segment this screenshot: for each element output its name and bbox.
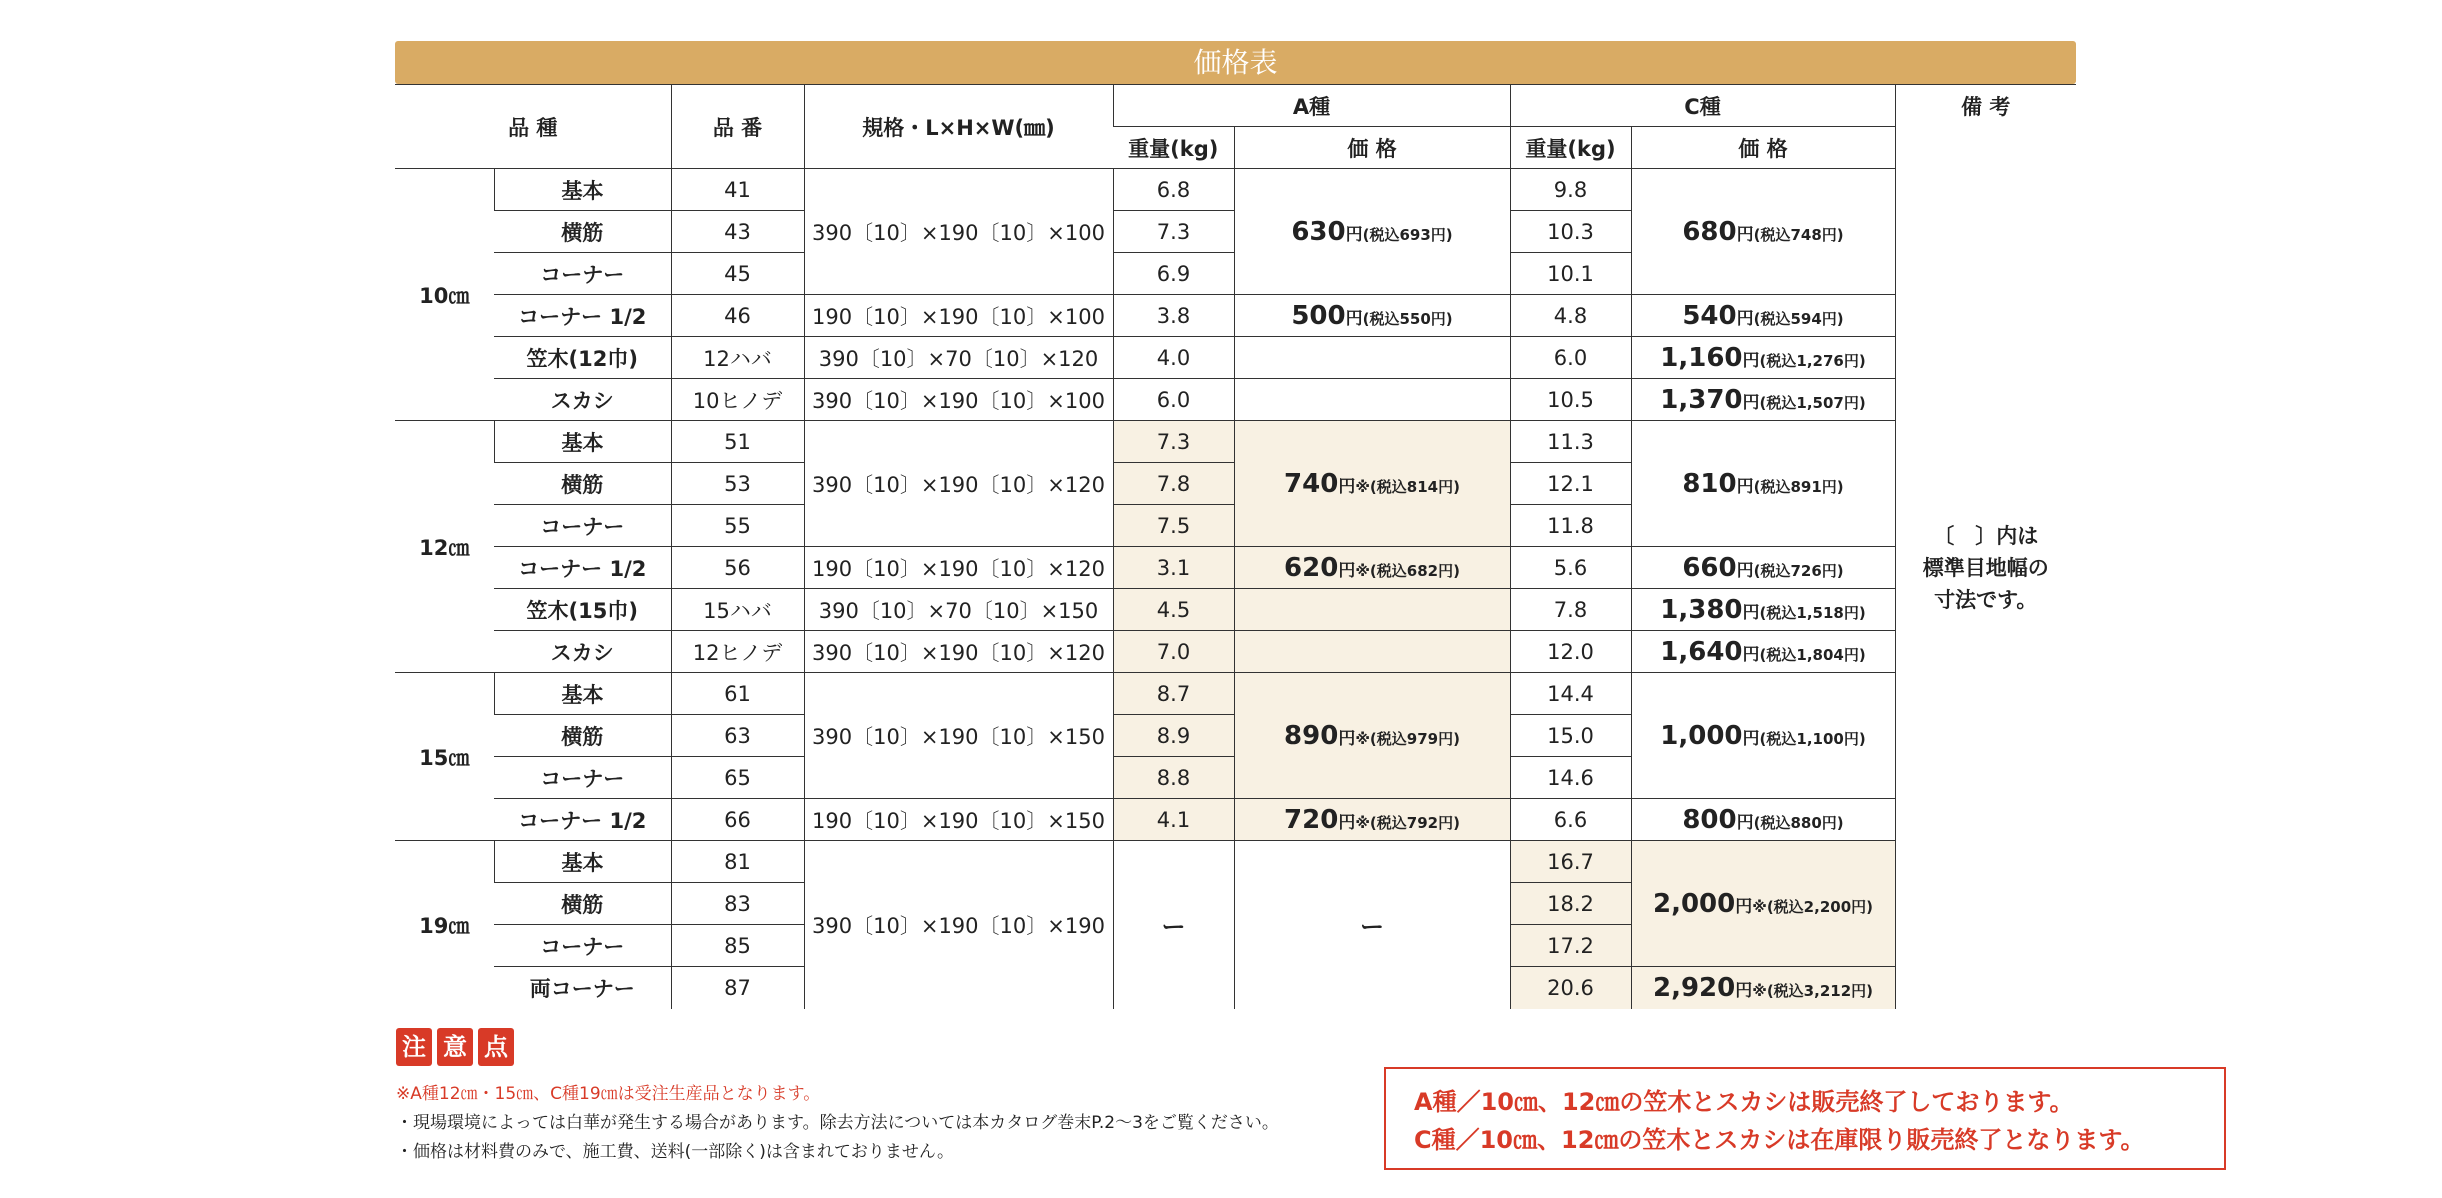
product-name: コーナー (494, 505, 671, 547)
c-weight: 10.5 (1510, 379, 1631, 421)
c-weight: 6.6 (1510, 799, 1631, 841)
notice-badge-char: 点 (478, 1028, 514, 1066)
a-price: 890円※(税込979円) (1234, 673, 1510, 799)
product-spec: 190〔10〕×190〔10〕×100 (804, 295, 1113, 337)
a-weight: 4.5 (1113, 589, 1234, 631)
header-c-type: C種 (1510, 85, 1895, 127)
c-weight: 20.6 (1510, 967, 1631, 1009)
a-price: 630円(税込693円) (1234, 169, 1510, 295)
product-name: 横筋 (494, 883, 671, 925)
c-price: 810円(税込891円) (1631, 421, 1895, 547)
product-name: 基本 (494, 169, 671, 211)
product-spec: 390〔10〕×190〔10〕×120 (804, 631, 1113, 673)
c-weight: 9.8 (1510, 169, 1631, 211)
a-weight: 4.0 (1113, 337, 1234, 379)
product-name: 横筋 (494, 211, 671, 253)
product-name: 横筋 (494, 463, 671, 505)
product-name: コーナー (494, 757, 671, 799)
a-price: 620円※(税込682円) (1234, 547, 1510, 589)
c-price: 1,380円(税込1,518円) (1631, 589, 1895, 631)
header-hinban: 品 番 (671, 85, 804, 169)
product-name: 両コーナー (494, 967, 671, 1009)
product-code: 15ハバ (671, 589, 804, 631)
a-price-empty (1234, 337, 1510, 379)
c-weight: 14.4 (1510, 673, 1631, 715)
a-price-empty (1234, 379, 1510, 421)
product-code: 87 (671, 967, 804, 1009)
c-weight: 10.3 (1510, 211, 1631, 253)
header-kikaku: 規格・L×H×W(㎜) (804, 85, 1113, 169)
header-a-type: A種 (1113, 85, 1510, 127)
alert-line-c: C種／10㎝、12㎝の笠木とスカシは在庫限り販売終了となります。 (1414, 1126, 2145, 1154)
product-code: 51 (671, 421, 804, 463)
price-table (395, 84, 2076, 1009)
a-weight: 7.3 (1113, 211, 1234, 253)
product-code: 45 (671, 253, 804, 295)
c-weight: 15.0 (1510, 715, 1631, 757)
product-code: 63 (671, 715, 804, 757)
a-weight: 8.8 (1113, 757, 1234, 799)
product-code: 10ヒノデ (671, 379, 804, 421)
product-name: コーナー 1/2 (494, 799, 671, 841)
discontinued-alert-box (1384, 1067, 2226, 1170)
product-name: 基本 (494, 841, 671, 883)
product-spec: 390〔10〕×190〔10〕×190 (804, 841, 1113, 1009)
c-weight: 12.1 (1510, 463, 1631, 505)
a-weight: 6.0 (1113, 379, 1234, 421)
c-weight: 14.6 (1510, 757, 1631, 799)
c-weight: 7.8 (1510, 589, 1631, 631)
product-spec: 390〔10〕×190〔10〕×100 (804, 169, 1113, 295)
c-weight: 10.1 (1510, 253, 1631, 295)
product-code: 12ヒノデ (671, 631, 804, 673)
product-code: 55 (671, 505, 804, 547)
c-weight: 18.2 (1510, 883, 1631, 925)
group-label-12cm: 12㎝ (395, 421, 494, 673)
c-price: 540円(税込594円) (1631, 295, 1895, 337)
a-price: 500円(税込550円) (1234, 295, 1510, 337)
c-weight: 4.8 (1510, 295, 1631, 337)
product-code: 12ハバ (671, 337, 804, 379)
product-spec: 390〔10〕×190〔10〕×150 (804, 673, 1113, 799)
a-weight: 6.9 (1113, 253, 1234, 295)
product-code: 81 (671, 841, 804, 883)
notice-badge (396, 1028, 514, 1066)
header-c-weight: 重量(kg) (1510, 127, 1631, 169)
product-spec: 190〔10〕×190〔10〕×150 (804, 799, 1113, 841)
product-code: 43 (671, 211, 804, 253)
product-spec: 390〔10〕×70〔10〕×150 (804, 589, 1113, 631)
c-weight: 11.8 (1510, 505, 1631, 547)
c-price: 680円(税込748円) (1631, 169, 1895, 295)
a-weight: 3.1 (1113, 547, 1234, 589)
product-name: 基本 (494, 421, 671, 463)
c-weight: 16.7 (1510, 841, 1631, 883)
product-name: 横筋 (494, 715, 671, 757)
c-price: 2,000円※(税込2,200円) (1631, 841, 1895, 967)
product-name: 基本 (494, 673, 671, 715)
a-price: 720円※(税込792円) (1234, 799, 1510, 841)
c-price: 800円(税込880円) (1631, 799, 1895, 841)
remarks-note (1895, 127, 2076, 1009)
c-price: 1,370円(税込1,507円) (1631, 379, 1895, 421)
product-code: 65 (671, 757, 804, 799)
notice-line: ・現場環境によっては白華が発生する場合があります。除去方法については本カタログ巻末P.2〜3をご覧ください。 (396, 1113, 1279, 1133)
notice-line: ・価格は材料費のみで、施工費、送料(一部除く)は含まれておりません。 (396, 1142, 954, 1162)
product-name: スカシ (494, 631, 671, 673)
product-spec: 190〔10〕×190〔10〕×120 (804, 547, 1113, 589)
a-price: 740円※(税込814円) (1234, 421, 1510, 547)
product-code: 41 (671, 169, 804, 211)
product-code: 83 (671, 883, 804, 925)
price-table-title: 価格表 (395, 41, 2076, 84)
product-name: コーナー (494, 253, 671, 295)
c-weight: 5.6 (1510, 547, 1631, 589)
c-weight: 6.0 (1510, 337, 1631, 379)
group-label-19cm: 19㎝ (395, 841, 494, 1009)
a-weight: 7.5 (1113, 505, 1234, 547)
notice-line: ※A種12㎝・15㎝、C種19㎝は受注生産品となります。 (396, 1084, 821, 1104)
a-weight: 7.0 (1113, 631, 1234, 673)
group-label-10cm: 10㎝ (395, 169, 494, 421)
c-price: 2,920円※(税込3,212円) (1631, 967, 1895, 1009)
a-price-empty (1234, 631, 1510, 673)
c-price: 660円(税込726円) (1631, 547, 1895, 589)
product-code: 46 (671, 295, 804, 337)
product-name: 笠木(12巾) (494, 337, 671, 379)
a-weight: 7.8 (1113, 463, 1234, 505)
notice-list (396, 1080, 1279, 1167)
header-c-price: 価 格 (1631, 127, 1895, 169)
alert-line-a: A種／10㎝、12㎝の笠木とスカシは販売終了しております。 (1414, 1088, 2074, 1116)
c-price: 1,160円(税込1,276円) (1631, 337, 1895, 379)
group-label-15cm: 15㎝ (395, 673, 494, 841)
notice-badge-char: 意 (437, 1028, 473, 1066)
a-weight-dash: ー (1113, 841, 1234, 1009)
a-weight: 8.9 (1113, 715, 1234, 757)
remarks-note-text: 〔 〕内は 標準目地幅の 寸法です。 (1922, 523, 2049, 612)
product-code: 85 (671, 925, 804, 967)
header-hinshu: 品 種 (395, 85, 671, 169)
header-a-price: 価 格 (1234, 127, 1510, 169)
a-weight: 6.8 (1113, 169, 1234, 211)
product-spec: 390〔10〕×190〔10〕×120 (804, 421, 1113, 547)
header-biko: 備 考 (1895, 85, 2076, 127)
header-a-weight: 重量(kg) (1113, 127, 1234, 169)
a-weight: 3.8 (1113, 295, 1234, 337)
notice-badge-char: 注 (396, 1028, 432, 1066)
c-price: 1,000円(税込1,100円) (1631, 673, 1895, 799)
a-weight: 7.3 (1113, 421, 1234, 463)
a-weight: 4.1 (1113, 799, 1234, 841)
c-weight: 17.2 (1510, 925, 1631, 967)
a-weight: 8.7 (1113, 673, 1234, 715)
product-name: スカシ (494, 379, 671, 421)
product-spec: 390〔10〕×70〔10〕×120 (804, 337, 1113, 379)
c-price: 1,640円(税込1,804円) (1631, 631, 1895, 673)
c-weight: 11.3 (1510, 421, 1631, 463)
product-spec: 390〔10〕×190〔10〕×100 (804, 379, 1113, 421)
c-weight: 12.0 (1510, 631, 1631, 673)
product-code: 56 (671, 547, 804, 589)
product-name: 笠木(15巾) (494, 589, 671, 631)
product-code: 53 (671, 463, 804, 505)
a-price-dash: ー (1234, 841, 1510, 1009)
a-price-empty (1234, 589, 1510, 631)
product-name: コーナー (494, 925, 671, 967)
product-name: コーナー 1/2 (494, 295, 671, 337)
product-code: 66 (671, 799, 804, 841)
product-name: コーナー 1/2 (494, 547, 671, 589)
product-code: 61 (671, 673, 804, 715)
